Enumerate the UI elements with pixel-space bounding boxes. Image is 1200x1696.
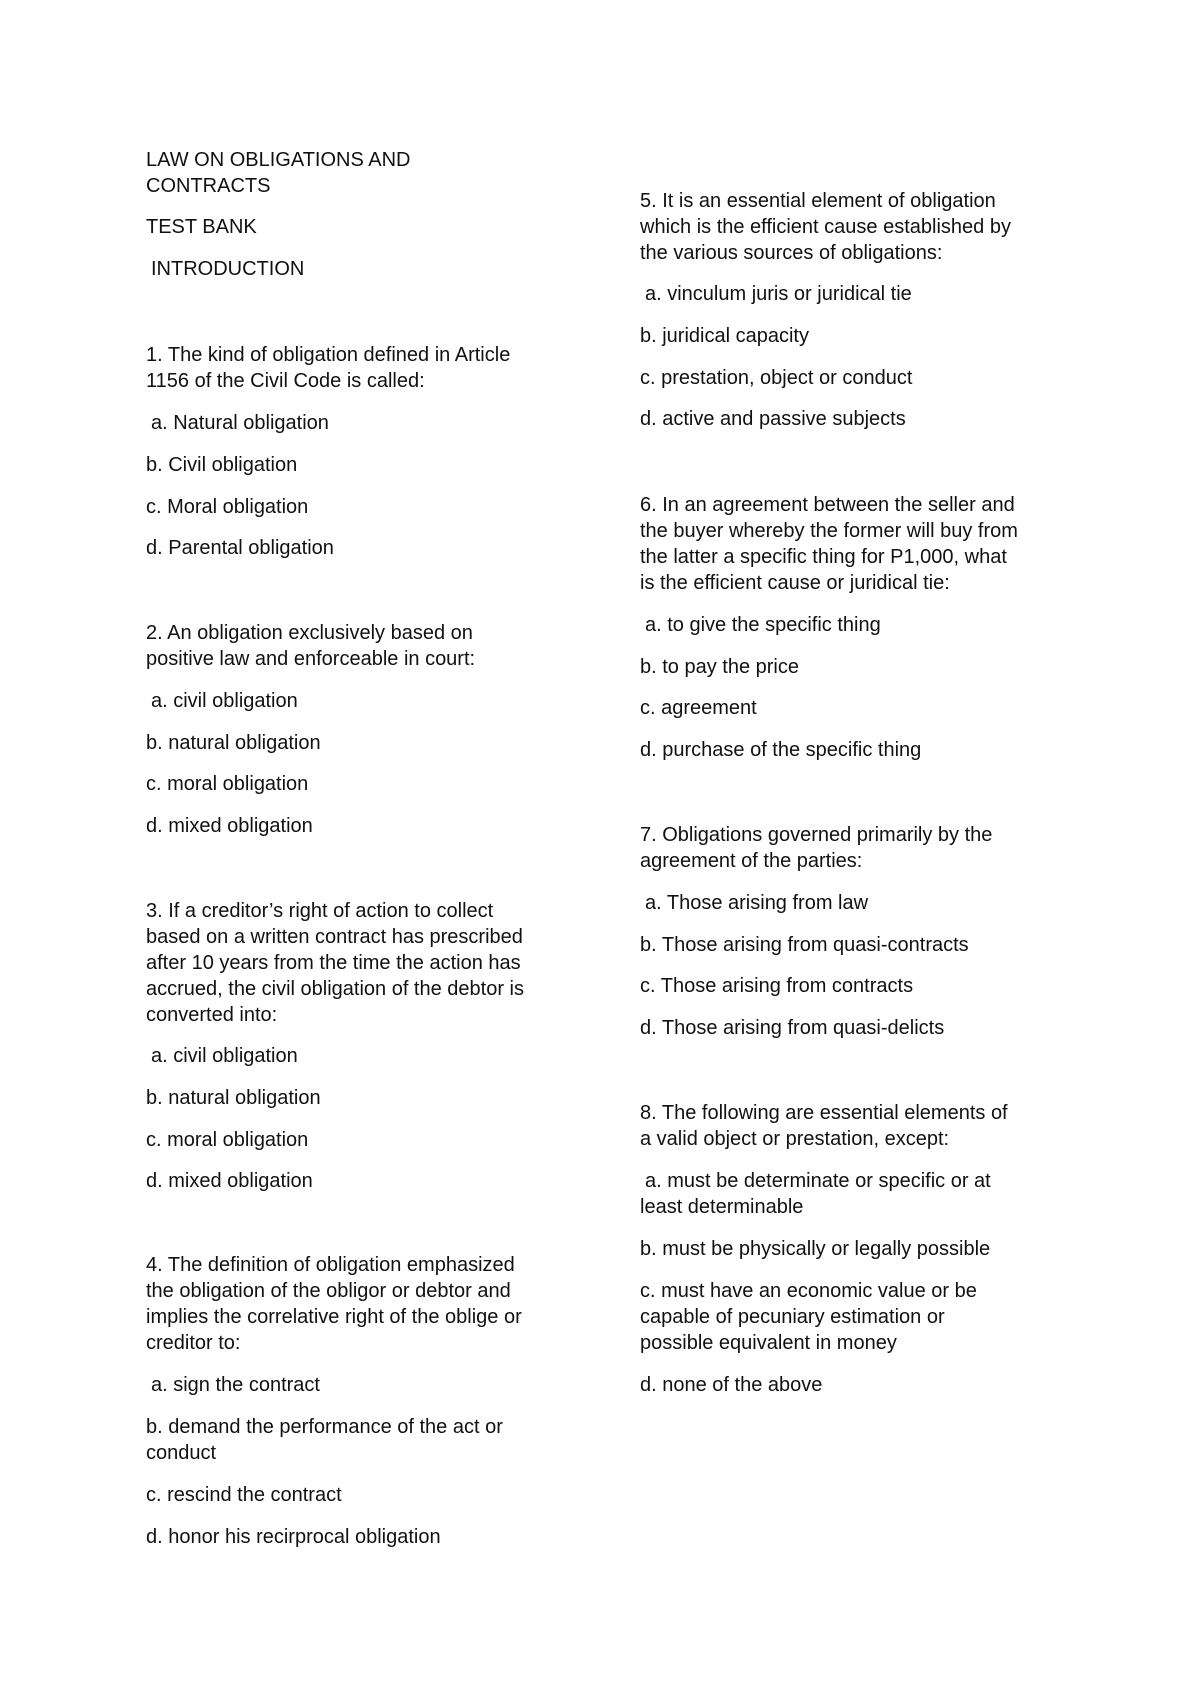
question-8-line: 8. The following are essential elements of <box>640 1102 1008 1124</box>
question-4-choice-c: c. rescind the contract <box>146 1484 342 1506</box>
question-5-line: which is the efficient cause established by <box>640 216 1011 238</box>
question-3-line: based on a written contract has prescribed <box>146 926 523 948</box>
question-1-line: 1156 of the Civil Code is called: <box>146 370 425 392</box>
question-2-choice-d: d. mixed obligation <box>146 815 313 837</box>
question-4-line: implies the correlative right of the oblige or <box>146 1306 522 1328</box>
question-4-choice-a: a. sign the contract <box>151 1374 320 1396</box>
question-7-line: 7. Obligations governed primarily by the <box>640 824 993 846</box>
question-2-choice-c: c. moral obligation <box>146 773 309 795</box>
question-5-line: 5. It is an essential element of obligation <box>640 190 996 212</box>
question-1-line: 1. The kind of obligation defined in Article <box>146 344 511 366</box>
question-6-line: is the efficient cause or juridical tie: <box>640 572 950 594</box>
title-line-1: LAW ON OBLIGATIONS AND <box>146 149 411 171</box>
question-1-choice-a: a. Natural obligation <box>151 412 329 434</box>
question-3-choice-b: b. natural obligation <box>146 1087 321 1109</box>
question-2-line: positive law and enforceable in court: <box>146 648 476 670</box>
question-4-choice-d: d. honor his recirprocal obligation <box>146 1526 441 1548</box>
question-5-choice-c: c. prestation, object or conduct <box>640 367 913 389</box>
question-5-choice-d: d. active and passive subjects <box>640 408 906 430</box>
question-8-choice-b: b. must be physically or legally possible <box>640 1238 991 1260</box>
question-3-choice-d: d. mixed obligation <box>146 1170 313 1192</box>
question-6-choice-a: a. to give the specific thing <box>645 614 881 636</box>
question-6-line: the latter a specific thing for P1,000, what <box>640 546 1007 568</box>
question-7-line: agreement of the parties: <box>640 850 863 872</box>
question-4-line: creditor to: <box>146 1332 241 1354</box>
question-7-choice-d: d. Those arising from quasi-delicts <box>640 1017 945 1039</box>
subtitle: TEST BANK <box>146 216 257 238</box>
question-3-choice-c: c. moral obligation <box>146 1129 309 1151</box>
question-7-choice-b: b. Those arising from quasi-contracts <box>640 934 969 956</box>
question-5-choice-b: b. juridical capacity <box>640 325 809 347</box>
question-1-choice-b: b. Civil obligation <box>146 454 298 476</box>
question-6-choice-c: c. agreement <box>640 697 757 719</box>
question-6-line: 6. In an agreement between the seller and <box>640 494 1015 516</box>
question-4-choice-b-cont: conduct <box>146 1442 217 1464</box>
question-8-choice-c-cont: possible equivalent in money <box>640 1332 897 1354</box>
question-4-line: 4. The definition of obligation emphasized <box>146 1254 515 1276</box>
question-2-choice-b: b. natural obligation <box>146 732 321 754</box>
question-1-choice-d: d. Parental obligation <box>146 537 334 559</box>
question-7-choice-c: c. Those arising from contracts <box>640 975 914 997</box>
question-6-choice-b: b. to pay the price <box>640 656 799 678</box>
question-1-choice-c: c. Moral obligation <box>146 496 309 518</box>
question-4-choice-b: b. demand the performance of the act or <box>146 1416 503 1438</box>
question-8-choice-a: a. must be determinate or specific or at <box>645 1170 991 1192</box>
question-2-line: 2. An obligation exclusively based on <box>146 622 473 644</box>
question-8-choice-a-cont: least determinable <box>640 1196 804 1218</box>
question-2-choice-a: a. civil obligation <box>151 690 298 712</box>
question-6-line: the buyer whereby the former will buy from <box>640 520 1018 542</box>
question-8-choice-c: c. must have an economic value or be <box>640 1280 977 1302</box>
question-6-choice-d: d. purchase of the specific thing <box>640 739 922 761</box>
question-3-choice-a: a. civil obligation <box>151 1045 298 1067</box>
question-3-line: 3. If a creditor’s right of action to collect <box>146 900 494 922</box>
section-heading: INTRODUCTION <box>151 258 305 280</box>
question-8-line: a valid object or prestation, except: <box>640 1128 950 1150</box>
question-3-line: after 10 years from the time the action has <box>146 952 521 974</box>
question-3-line: accrued, the civil obligation of the debtor is <box>146 978 524 1000</box>
question-5-choice-a: a. vinculum juris or juridical tie <box>645 283 912 305</box>
question-7-choice-a: a. Those arising from law <box>645 892 869 914</box>
question-8-choice-d: d. none of the above <box>640 1374 823 1396</box>
question-5-line: the various sources of obligations: <box>640 242 943 264</box>
question-3-line: converted into: <box>146 1004 278 1026</box>
question-4-line: the obligation of the obligor or debtor and <box>146 1280 511 1302</box>
title-line-2: CONTRACTS <box>146 175 271 197</box>
question-8-choice-c-cont: capable of pecuniary estimation or <box>640 1306 945 1328</box>
